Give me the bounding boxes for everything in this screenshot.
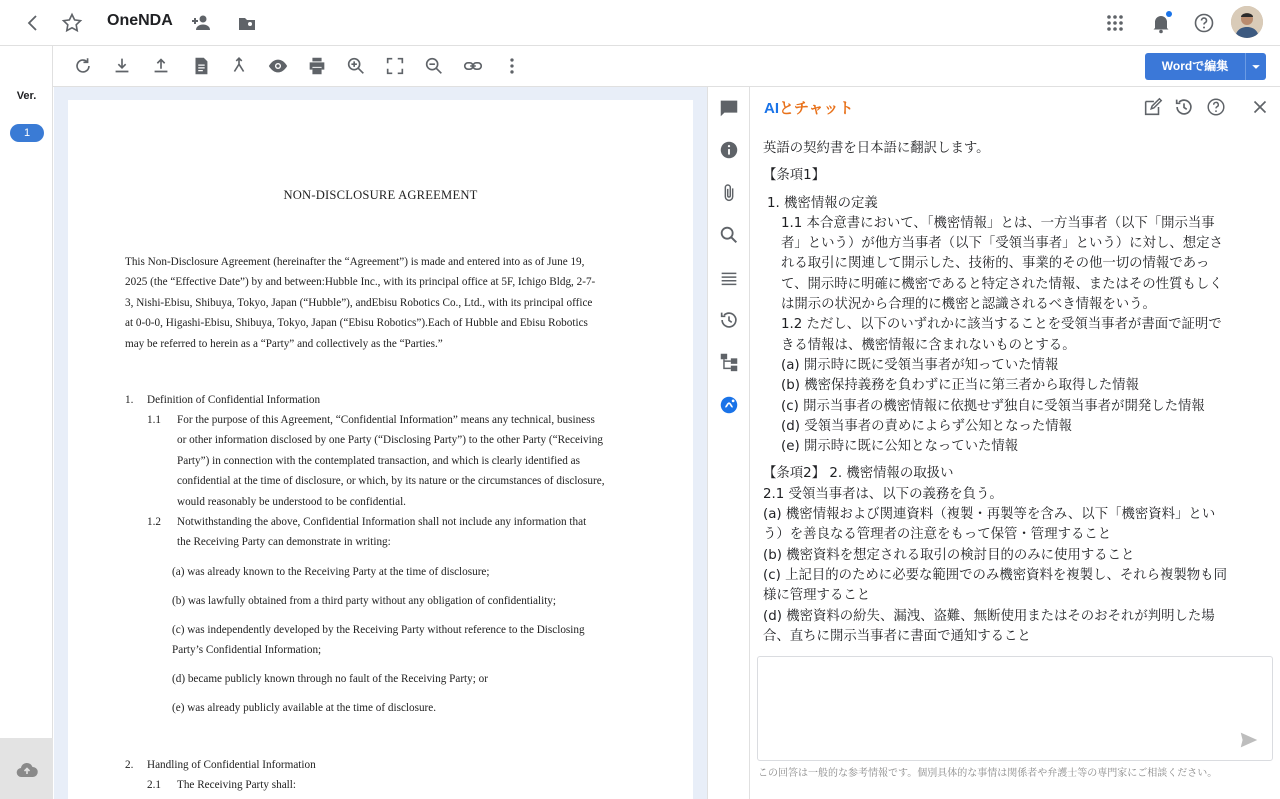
clause-text: The Receiving Party shall:: [177, 779, 296, 791]
clause-text: [177, 512, 637, 553]
list-item: (a) was already known to the Receiving Party at the time of disclosure;: [172, 566, 490, 578]
intro-line: at 0-0-0, Higashi-Ebisu, Shibuya, Tokyo, Japan (“Ebisu Robotics”).Each of Hubble and Ebisu Robotics: [125, 317, 588, 330]
intro-line: may be referred to herein as a “Party” and collectively as the “Parties.”: [125, 337, 443, 350]
clause-2-1: [147, 775, 647, 795]
clause-1-1: [147, 410, 647, 514]
side-tool-rail: [707, 87, 750, 799]
list-item: (b) was lawfully obtained from a third party without any obligation of confidentiality;: [172, 595, 557, 607]
avatar[interactable]: [1231, 6, 1263, 38]
list-item: (c) was independently developed by the Receiving Party without reference to the Disclosing: [172, 624, 585, 636]
document-title: NON-DISCLOSURE AGREEMENT: [283, 188, 478, 202]
list-item: Party’s Confidential Information;: [172, 644, 322, 656]
chat-line: (e) 開示時に既に公知となっていた情報: [781, 439, 1019, 455]
section-number: 2.: [125, 759, 134, 771]
chat-line: 様に管理すること: [763, 588, 871, 604]
document-page: [68, 100, 693, 799]
zoom-in-icon[interactable]: [345, 55, 367, 77]
star-icon[interactable]: [60, 11, 84, 35]
chat-line: 【条項1】: [763, 168, 826, 184]
top-bar: [0, 0, 1280, 46]
chat-input[interactable]: [757, 656, 1273, 761]
list-item: (e) was already publicly available at the time of disclosure.: [172, 702, 437, 714]
section-title: Handling of Confidential Information: [147, 759, 316, 771]
apps-grid-icon[interactable]: [1103, 11, 1127, 35]
chat-line: (c) 開示当事者の機密情報に依拠せず独自に受領当事者が開発した情報: [781, 398, 1205, 414]
more-vert-icon[interactable]: [501, 55, 523, 77]
intro-line: 2025 (the “Effective Date”) by and between:Hubble Inc., with its principal office at 5F, Ichigo Bldg, 2-7-: [125, 276, 596, 289]
chat-line: 1.1 本合意書において、「機密情報」とは、一方当事者（以下「開示当事: [781, 215, 1215, 231]
history-icon[interactable]: [718, 309, 740, 331]
section-2-heading: [125, 755, 645, 775]
chat-title-rest: とチャット: [779, 100, 854, 117]
help-icon[interactable]: [1192, 11, 1216, 35]
chat-line: (b) 機密保持義務を負わずに正当に第三者から取得した情報: [781, 378, 1139, 394]
chat-line: 者」という）が他方当事者（以下「受領当事者」という）に対し、想定さ: [781, 236, 1223, 252]
version-label: Ver.: [16, 90, 37, 102]
chat-line: 英語の契約書を日本語に翻訳します。: [763, 141, 990, 156]
notification-dot: [1166, 11, 1172, 17]
add-user-icon[interactable]: [189, 11, 213, 35]
clause-line: Party”) in connection with the contemplated transaction, and which is clearly identified as: [177, 454, 580, 467]
chat-line: (a) 機密情報および関連資料（複製・再製等を含み、以下「機密資料」とい: [763, 507, 1216, 523]
folder-shared-icon[interactable]: [235, 11, 259, 35]
merge-icon[interactable]: [228, 55, 250, 77]
chat-title: [764, 97, 854, 118]
tree-structure-icon[interactable]: [718, 351, 740, 373]
ai-chat-panel: [750, 87, 1280, 799]
intro-line: 3, Nishi-Ebisu, Shibuya, Tokyo, Japan (“Hubble”), andEbisu Robotics Co., Ltd., with its principal office: [125, 296, 593, 309]
comment-icon[interactable]: [718, 97, 740, 119]
chat-line: (c) 上記目的のために必要な範囲でのみ機密資料を複製し、それら複製物も同: [763, 567, 1227, 583]
clause-line: would reasonably be understood to be confidential.: [177, 495, 406, 508]
clause-number: 1.2: [147, 516, 161, 528]
clause-1-2: [147, 512, 647, 554]
chat-line: 1. 機密情報の定義: [767, 195, 878, 211]
cloud-upload-button[interactable]: [0, 738, 53, 799]
upload-icon[interactable]: [150, 55, 172, 77]
document-toolbar: [53, 46, 1280, 87]
chat-line: (b) 機密資料を想定される取引の検討目的のみに使用すること: [763, 547, 1135, 563]
clause-line: the Receiving Party can demonstrate in writing:: [177, 536, 391, 549]
chat-disclaimer: この回答は一般的な参考情報です。個別具体的な事情は関係者や弁護士等の専門家にご相談ください。: [758, 768, 1218, 779]
document-intro: [125, 252, 645, 354]
clause-number: 1.1: [147, 414, 161, 426]
document-icon[interactable]: [190, 55, 212, 77]
intro-line: This Non-Disclosure Agreement (hereinafter the “Agreement”) is made and entered into as of June 19,: [125, 256, 585, 268]
ai-assistant-icon[interactable]: [718, 394, 740, 416]
clause-line: For the purpose of this Agreement, “Confidential Information” means any technical, business: [177, 414, 595, 426]
print-icon[interactable]: [306, 55, 328, 77]
back-icon[interactable]: [21, 11, 45, 35]
list-item: (d) became publicly known through no fault of the Receiving Party; or: [172, 673, 488, 685]
section-title: Definition of Confidential Information: [147, 394, 321, 406]
cloud-upload-icon: [15, 758, 39, 782]
chat-line: 【条項2】 2. 機密情報の取扱い: [763, 466, 954, 482]
chat-line: 2.1 受領当事者は、以下の義務を負う。: [763, 486, 1003, 502]
chat-line: (d) 機密資料の紛失、漏洩、盗難、無断使用またはそのおそれが判明した場: [763, 608, 1215, 624]
edit-icon[interactable]: [1142, 96, 1164, 118]
clause-text: [177, 410, 637, 512]
search-icon[interactable]: [718, 224, 740, 246]
history-icon[interactable]: [1173, 96, 1195, 118]
link-icon[interactable]: [462, 55, 484, 77]
list-icon[interactable]: [718, 267, 740, 289]
clause-line: or other information disclosed by one Party (“Disclosing Party”) to the other Party (“Receiving: [177, 434, 603, 447]
fit-screen-icon[interactable]: [384, 55, 406, 77]
chat-line: きる情報は、機密情報に含まれないものとする。: [781, 337, 1076, 353]
chat-line: う）を善良なる管理者の注意をもって保管・管理すること: [763, 527, 1112, 543]
refresh-icon[interactable]: [72, 55, 94, 77]
clause-number: 2.1: [147, 779, 161, 791]
chat-line: て、開示時に明確に機密であると特定された情報、またはその性質もしく: [781, 276, 1223, 292]
clause-line: Notwithstanding the above, Confidential Information shall not include any information that: [177, 516, 587, 528]
close-icon[interactable]: [1249, 96, 1271, 118]
chat-line: は開示の状況から合理的に機密と認識されるべき情報をいう。: [781, 297, 1156, 313]
chat-response: [763, 139, 1241, 647]
document-viewer[interactable]: [54, 87, 707, 799]
chat-line: (a) 開示時に既に受領当事者が知っていた情報: [781, 357, 1059, 373]
edit-in-word-label: Wordで編集: [1161, 59, 1229, 73]
download-icon[interactable]: [111, 55, 133, 77]
help-icon[interactable]: [1205, 96, 1227, 118]
section-number: 1.: [125, 394, 134, 406]
send-icon[interactable]: [1238, 729, 1260, 751]
edit-in-word-button[interactable]: [1145, 53, 1266, 80]
attachment-icon[interactable]: [718, 182, 740, 204]
section-1-heading: [125, 390, 645, 410]
version-rail: [0, 46, 53, 799]
clause-line: confidential at the time of disclosure, or which, by its nature or the circumstances of disclosure,: [177, 475, 605, 488]
chat-title-ai: AI: [764, 100, 779, 117]
app-title: OneNDA: [107, 12, 173, 29]
preview-eye-icon[interactable]: [267, 55, 289, 77]
chat-line: (d) 受領当事者の責めによらず公知となった情報: [781, 418, 1073, 434]
zoom-out-icon[interactable]: [423, 55, 445, 77]
version-number-pill[interactable]: 1: [10, 124, 44, 142]
info-icon[interactable]: [718, 139, 740, 161]
chat-line: 1.2 ただし、以下のいずれかに該当することを受領当事者が書面で証明で: [781, 317, 1222, 333]
dropdown-caret-icon[interactable]: [1245, 53, 1266, 80]
chat-line: れる取引に関連して開示した、技術的、事業的その他一切の情報であっ: [781, 256, 1210, 272]
chat-line: 合、直ちに開示当事者に書面で通知すること: [763, 628, 1031, 644]
